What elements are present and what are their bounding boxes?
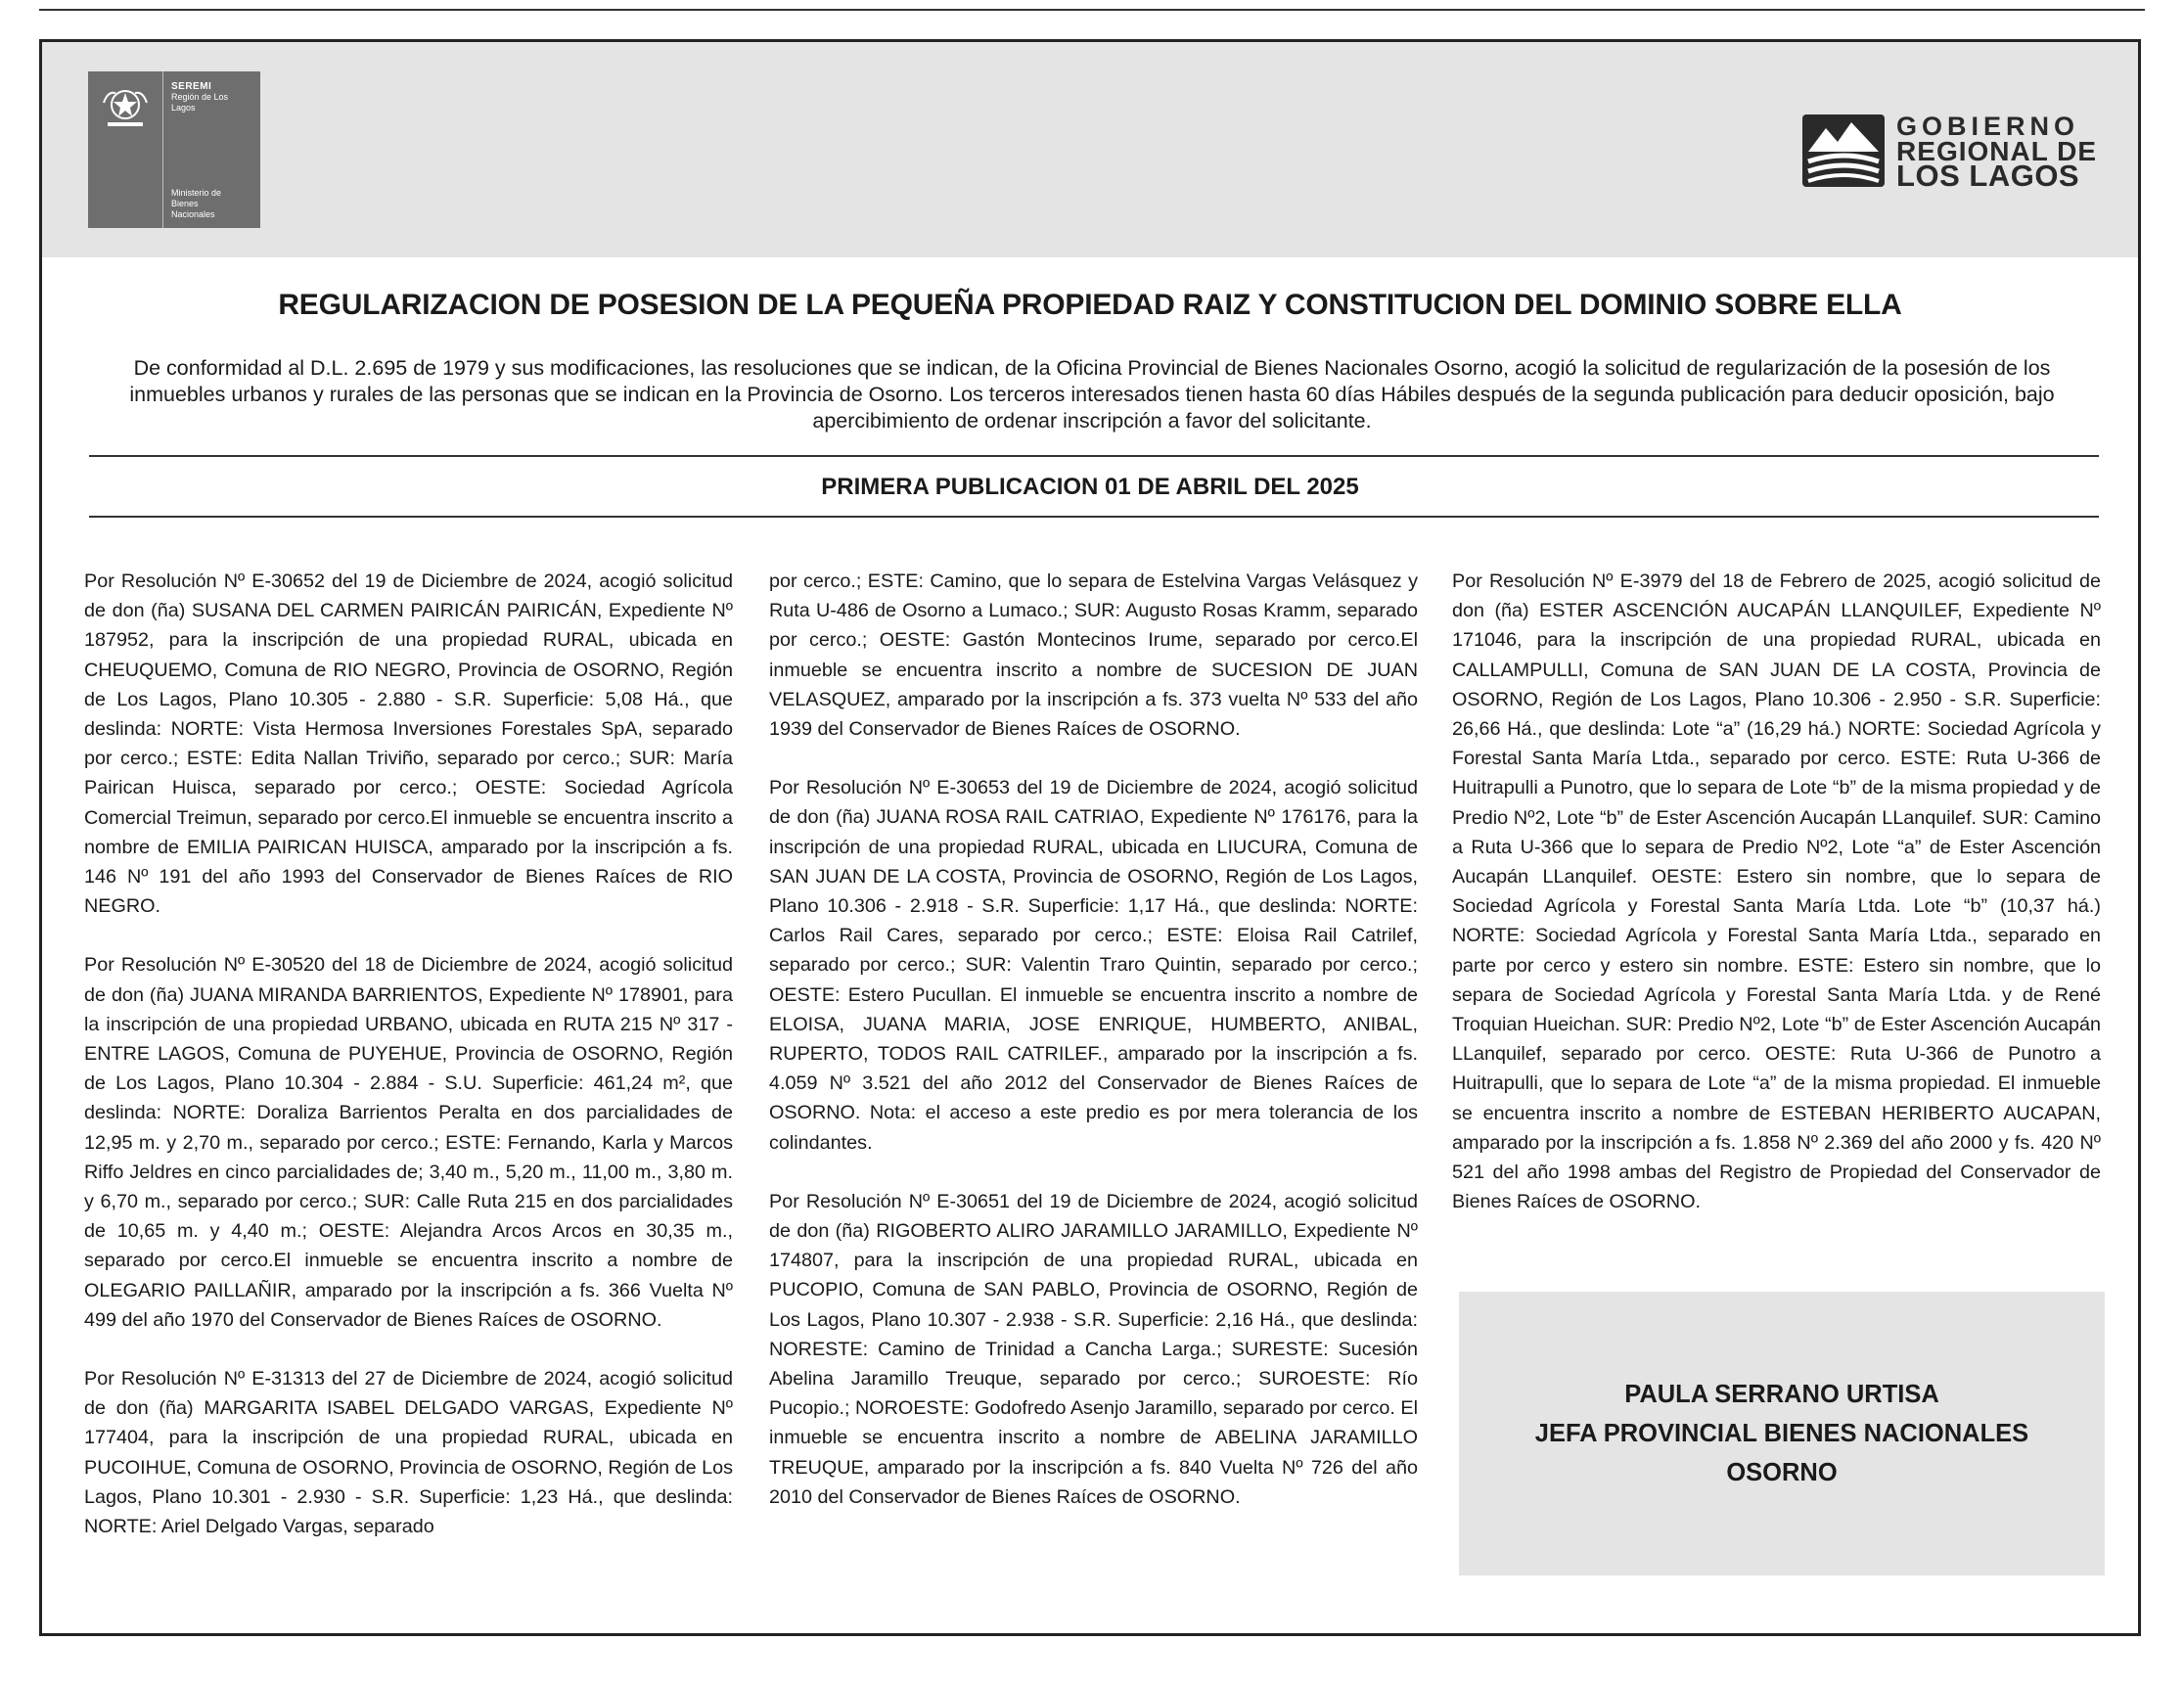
resolution-paragraph: Por Resolución Nº E-3979 del 18 de Febrero de 2025, acogió solicitud de don (ña) ESTER ASCENCIÓN AUCAPÁN LLANQUILEF, Expediente Nº 171046, para la inscripción de una propiedad RURAL, ubicada en CALLAMPULLI, Comuna de SAN JUAN DE LA COSTA, Provincia de OSORNO, Región de Los Lagos, Plano 10.306 - 2.950 - S.R. Superficie: 26,66 Há., que deslinda: Lote “a” (16,29 há.) NORTE: Sociedad Agrícola y Forestal Santa María Ltda., separado por cerco. ESTE: Ruta U-366 de Huitrapulli a Punotro, que lo separa de Lote “b” de la misma propiedad y de Predio Nº2, Lote “b” de Ester Ascención Aucapán LLanquilef. SUR: Camino a Ruta U-366 que lo separa de Predio Nº2, Lote “a” de Ester Ascención Aucapán LLanquilef. OESTE: Estero sin nombre, que lo separa de Sociedad Agrícola y Forestal Santa María Ltda. Lote “b” (10,37 há.) NORTE: Sociedad Agrícola y Forestal Santa María Ltda., separado en parte por cerco y estero sin nombre. ESTE: Estero sin nombre, que lo separa de Sociedad Agrícola y Forestal Santa María Ltda. y de René Troquian Hueichan. SUR: Predio Nº2, Lote “b” de Ester Ascención Aucapán LLanquilef, separado por cerco. OESTE: Ruta U-366 de Punotro a Huitrapulli, que lo separa de Lote “a” de la misma propiedad. El inmueble se encuentra inscrito a nombre de ESTEBAN HERIBERTO AUCAPAN, amparado por la inscripción a fs. 1.858 Nº 2.369 del año 2000 y fs. 420 Nº 521 del año 1998 ambas del Registro de Propiedad del Conservador de Bienes Raíces de OSORNO.	[1452, 570, 2101, 1213]
divider-bottom	[89, 516, 2099, 518]
signature-box	[1459, 1292, 2105, 1575]
gobierno-logo-line2: REGIONAL DE	[1896, 135, 2097, 166]
chile-coat-of-arms-icon	[88, 71, 163, 228]
mountain-logo-icon	[1800, 113, 1887, 189]
seremi-ministry-line2: Bienes	[171, 199, 199, 208]
signatory-position: JEFA PROVINCIAL BIENES NACIONALES	[1534, 1420, 2029, 1447]
column-3	[1452, 567, 2101, 1246]
resolution-paragraph: Por Resolución Nº E-30652 del 19 de Diciembre de 2024, acogió solicitud de don (ña) SUSANA DEL CARMEN PAIRICÁN PAIRICÁN, Expediente Nº 187952, para la inscripción de una propiedad RURAL, ubicada en CHEUQUEMO, Comuna de RIO NEGRO, Provincia de OSORNO, Región de Los Lagos, Plano 10.305 - 2.880 - S.R. Superficie: 5,08 Há., que deslinda: NORTE: Vista Hermosa Inversiones Forestales SpA, separado por cerco.; ESTE: Edita Nallan Triviño, separado por cerco.; SUR: María Pairican Huisca, separado por cerco.; OESTE: Sociedad Agrícola Comercial Treimun, separado por cerco.El inmueble se encuentra inscrito a nombre de EMILIA PAIRICAN HUISCA, amparado por la inscripción a fs. 146 Nº 191 del año 1993 del Conservador de Bienes Raíces de RIO NEGRO.	[84, 570, 733, 918]
publication-date: PRIMERA PUBLICACION 01 DE ABRIL DEL 2025	[821, 474, 1359, 500]
notice-title: REGULARIZACION DE POSESION DE LA PEQUEÑA PROPIEDAD RAIZ Y CONSTITUCION DEL DOMINIO SOBRE ELLA	[278, 289, 1902, 321]
seremi-ministry-line1: Ministerio de	[171, 188, 222, 198]
column-1	[84, 567, 733, 1571]
seremi-region: Región de Los Lagos	[171, 92, 229, 113]
seremi-ministry-line3: Nacionales	[171, 209, 215, 219]
top-rule	[39, 9, 2145, 11]
resolution-paragraph: Por Resolución Nº E-30520 del 18 de Diciembre de 2024, acogió solicitud de don (ña) JUANA MIRANDA BARRIENTOS, Expediente Nº 178901, para la inscripción de una propiedad URBANO, ubicada en RUTA 215 Nº 317 - ENTRE LAGOS, Comuna de PUYEHUE, Provincia de OSORNO, Región de Los Lagos, Plano 10.304 - 2.884 - S.U. Superficie: 461,24 m², que deslinda: NORTE: Doraliza Barrientos Peralta en dos parcialidades de 12,95 m. y 2,70 m., separado por cerco.; ESTE: Fernando, Karla y Marcos Riffo Jeldres en cinco parcialidades de; 3,40 m., 5,20 m., 11,00 m., 3,80 m. y 6,70 m., separado por cerco.; SUR: Calle Ruta 215 en dos parcialidades de 10,65 m. y 4,40 m.; OESTE: Alejandra Arcos Arcos en 30,35 m., separado por cerco.El inmueble se encuentra inscrito a nombre de OLEGARIO PAILLAÑIR, amparado por la inscripción a fs. 366 Vuelta Nº 499 del año 1970 del Conservador de Bienes Raíces de OSORNO.	[84, 954, 733, 1331]
resolution-paragraph: por cerco.; ESTE: Camino, que lo separa de Estelvina Vargas Velásquez y Ruta U-486 de Osorno a Lumaco.; SUR: Augusto Rosas Kramm, separado por cerco.; OESTE: Gastón Montecinos Irume, separado por cerco.El inmueble se encuentra inscrito a nombre de SUCESION DE JUAN VELASQUEZ, amparado por la inscripción a fs. 373 vuelta Nº 533 del año 1939 del Conservador de Bienes Raíces de OSORNO.	[769, 570, 1418, 741]
signatory-location: OSORNO	[1726, 1459, 1838, 1486]
seremi-label: SEREMI	[171, 81, 212, 92]
resolution-paragraph: Por Resolución Nº E-31313 del 27 de Diciembre de 2024, acogió solicitud de don (ña) MARGARITA ISABEL DELGADO VARGAS, Expediente Nº 177404, para la inscripción de una propiedad RURAL, ubicada en PUCOIHUE, Comuna de OSORNO, Provincia de OSORNO, Región de Los Lagos, Plano 10.301 - 2.930 - S.R. Superficie: 1,23 Há., que deslinda: NORTE: Ariel Delgado Vargas, separado	[84, 1368, 733, 1538]
notice-intro: De conformidad al D.L. 2.695 de 1979 y sus modificaciones, las resoluciones que se indican, de la Oficina Provincial de Bienes Nacionales Osorno, acogió la solicitud de regularización de la posesión de los inmuebles urbanos y rurales de las personas que se indican en la Provincia de Osorno. Los terceros interesados tienen hasta 60 días Hábiles después de la segunda publicación para deducir oposición, bajo apercibimiento de ordenar inscripción a favor del solicitante.	[129, 356, 2055, 433]
signatory-name: PAULA SERRANO URTISA	[1624, 1381, 1939, 1408]
resolution-paragraph: Por Resolución Nº E-30651 del 19 de Diciembre de 2024, acogió solicitud de don (ña) RIGOBERTO ALIRO JARAMILLO JARAMILLO, Expediente Nº 174807, para la inscripción de una propiedad RURAL, ubicada en PUCOPIO, Comuna de SAN PABLO, Provincia de OSORNO, Región de Los Lagos, Plano 10.307 - 2.938 - S.R. Superficie: 2,16 Há., que deslinda: NORESTE: Camino de Trinidad a Cancha Larga.; SURESTE: Sucesión Abelina Jaramillo Treuque, separado por cerco.; SUROESTE: Río Pucopio.; NOROESTE: Godofredo Asenjo Jaramillo, separado por cerco. El inmueble se encuentra inscrito a nombre de ABELINA JARAMILLO TREUQUE, amparado por la inscripción a fs. 840 Vuelta Nº 726 del año 2010 del Conservador de Bienes Raíces de OSORNO.	[769, 1190, 1418, 1508]
gobierno-logo-line3: LOS LAGOS	[1896, 158, 2080, 193]
header-band	[42, 42, 2138, 257]
gobierno-regional-logo	[1800, 111, 2097, 191]
column-2	[769, 567, 1418, 1541]
gobierno-logo-line1: GOBIERNO	[1896, 111, 2080, 141]
notice-frame	[39, 39, 2141, 1636]
resolution-paragraph: Por Resolución Nº E-30653 del 19 de Diciembre de 2024, acogió solicitud de don (ña) JUANA ROSA RAIL CATRIAO, Expediente Nº 176176, para la inscripción de una propiedad RURAL, ubicada en LIUCURA, Comuna de SAN JUAN DE LA COSTA, Provincia de OSORNO, Región de Los Lagos, Plano 10.306 - 2.918 - S.R. Superficie: 1,17 Há., que deslinda: NORTE: Carlos Rail Cares, separado por cerco.; ESTE: Eloisa Rail Catrilef, separado por cerco.; SUR: Valentin Traro Quintin, separado por cerco.; OESTE: Estero Pucullan. El inmueble se encuentra inscrito a nombre de ELOISA, JUANA MARIA, JOSE ENRIQUE, HUMBERTO, ANIBAL, RUPERTO, TODOS RAIL CATRILEF., amparado por la inscripción a fs. 4.059 Nº 3.521 del año 2012 del Conservador de Bienes Raíces de OSORNO. Nota: el acceso a este predio es por mera tolerancia de los colindantes.	[769, 777, 1418, 1154]
seremi-logo-text	[163, 71, 260, 228]
seremi-logo	[88, 71, 260, 228]
divider-top	[89, 455, 2099, 457]
